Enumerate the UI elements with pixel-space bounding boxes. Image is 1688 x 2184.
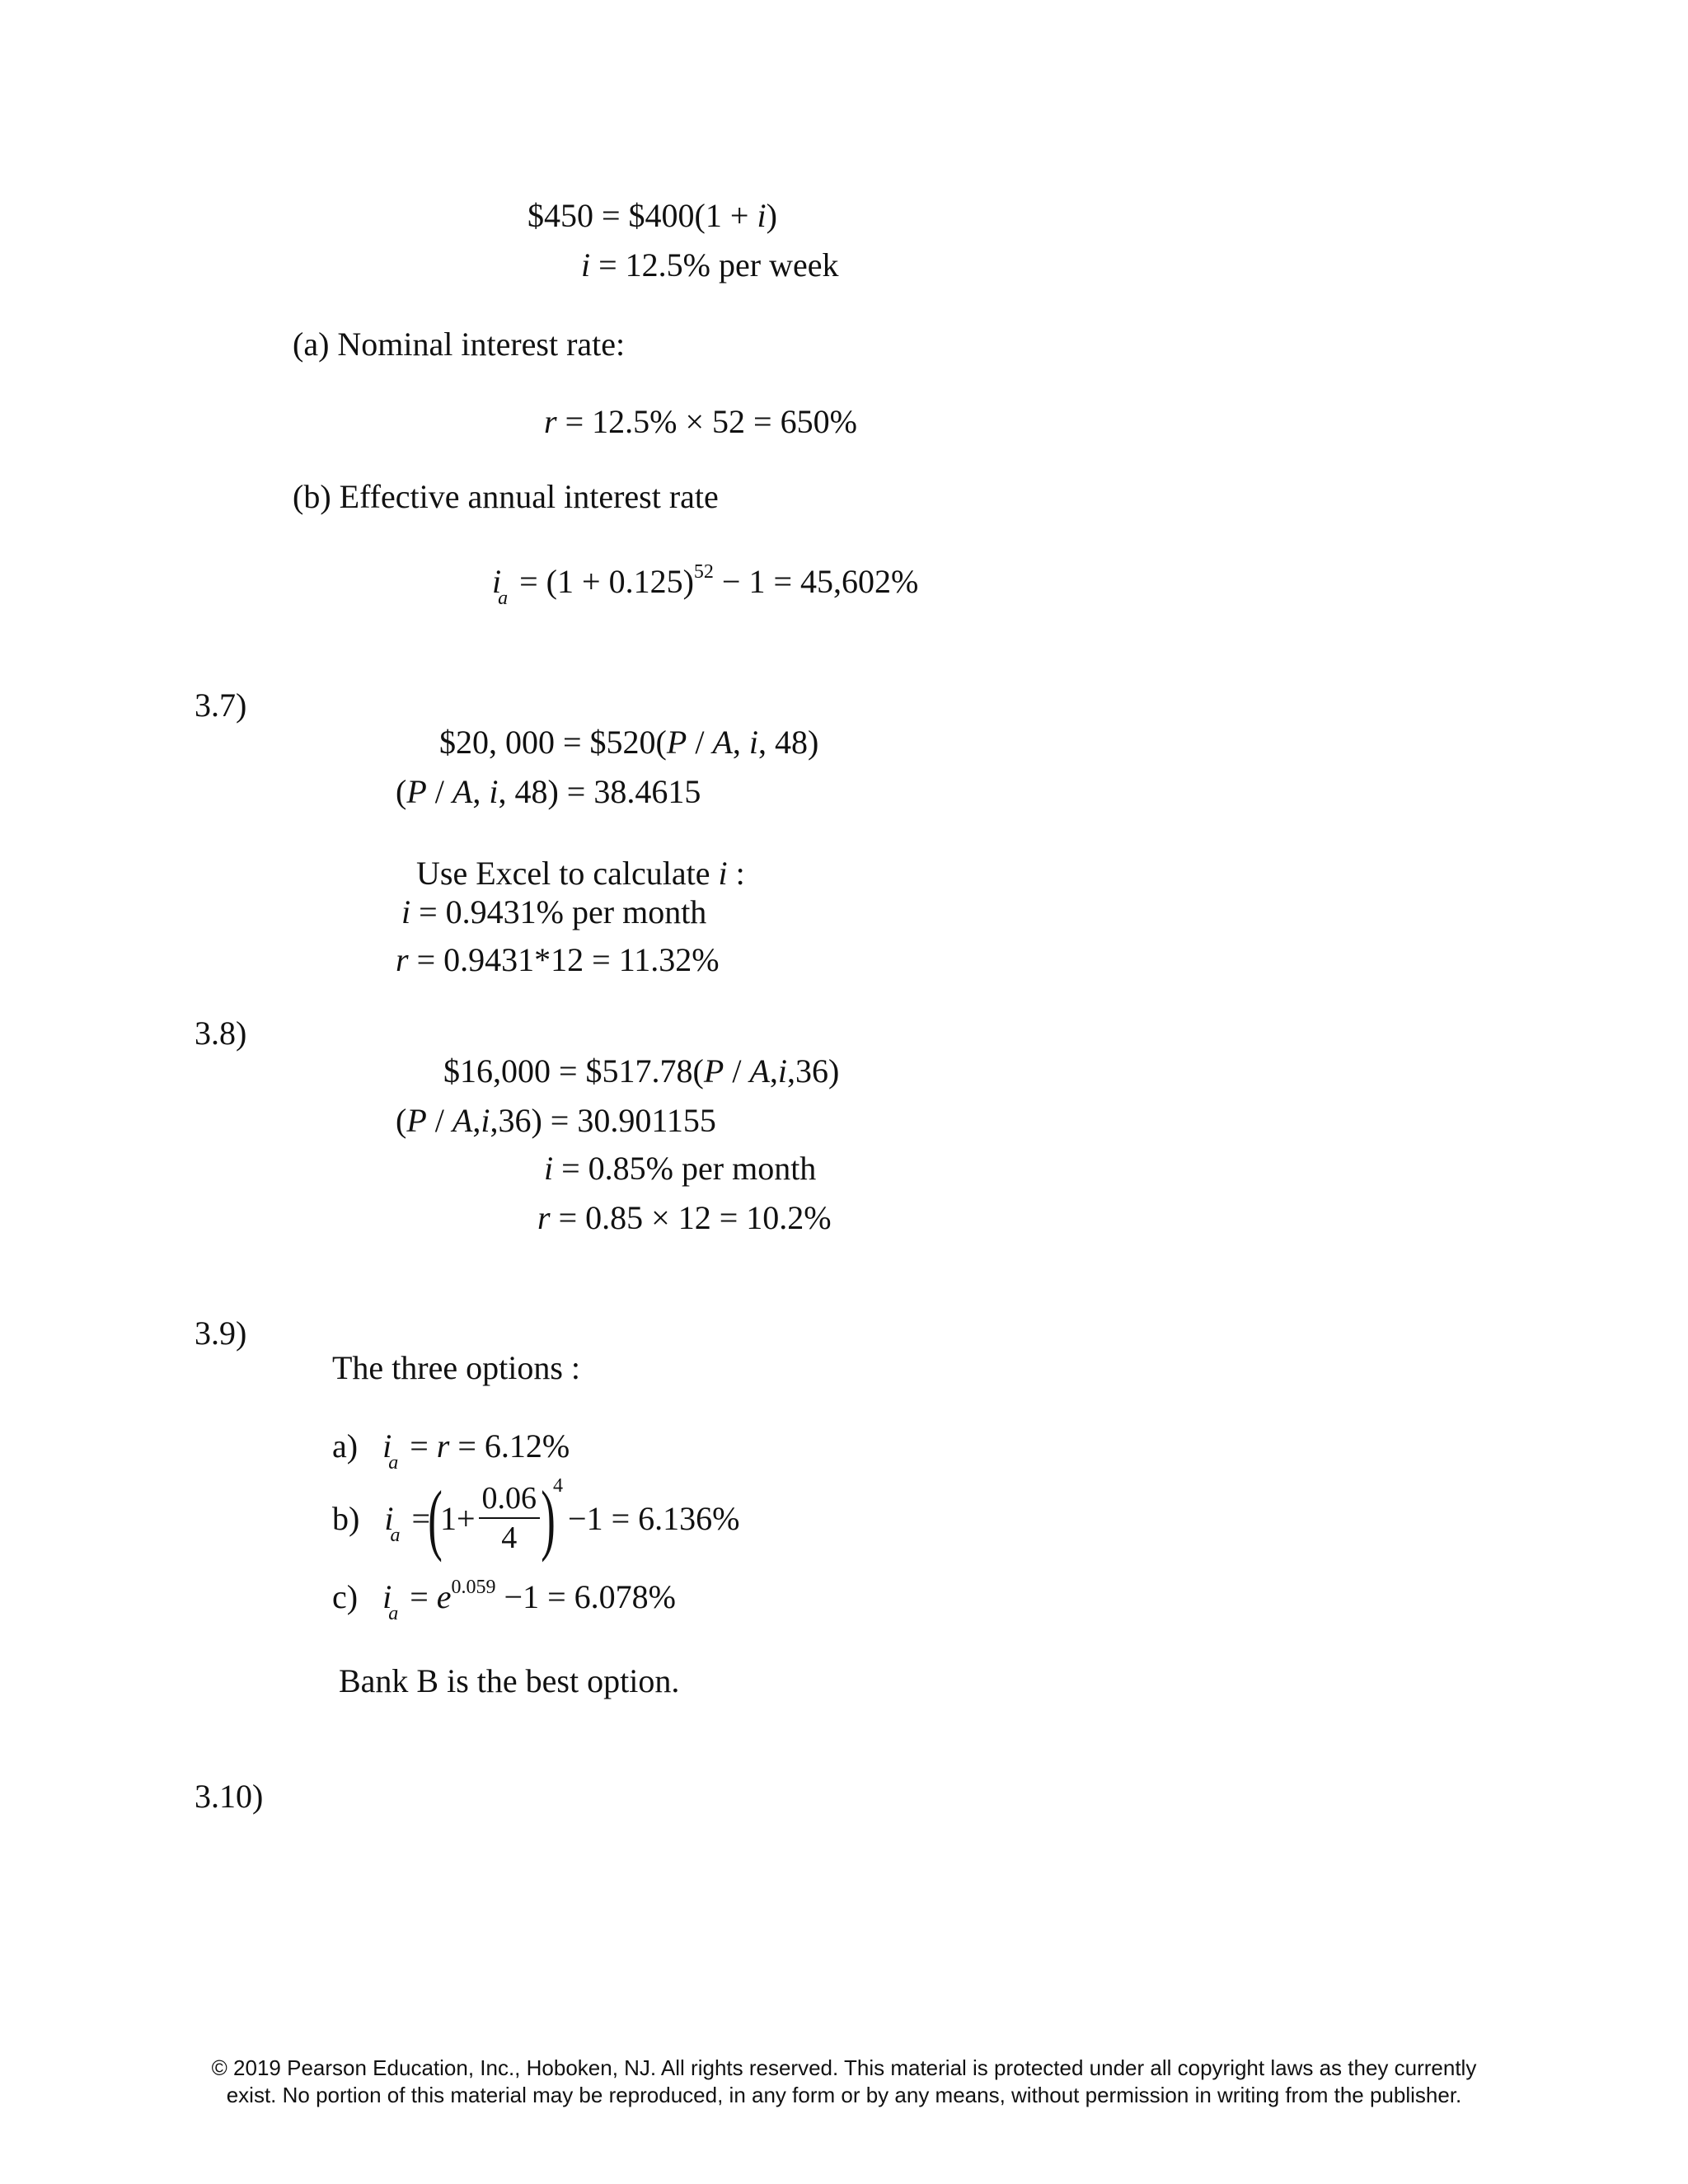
option-c: c) $i_a = e^{0.059} -1 = 6.078\%$ [332, 1577, 676, 1624]
conclusion: Bank B is the best option. [339, 1662, 680, 1699]
intro: The three options : [332, 1349, 581, 1386]
problem-number: 3.10) [195, 1778, 264, 1815]
note: Use Excel to calculate i : [416, 855, 745, 892]
part-a-label: (a) Nominal interest rate: [293, 326, 626, 363]
equation: i = 0.85% per month [544, 1150, 817, 1187]
footer-line-2: exist. No portion of this material may be reproduced, in any form or by any means, without permission in writing from the publisher. [226, 2083, 1462, 2107]
problem-number: 3.7) [195, 687, 247, 724]
equation: i = 12.5% per week [581, 246, 839, 284]
equation: r = 0.9431*12 = 11.32% [396, 941, 720, 978]
copyright-footer [0, 2055, 1688, 2109]
equation: (P / A, i, 48) = 38.4615 [396, 773, 701, 810]
problem-number: 3.9) [195, 1315, 247, 1352]
equation: (P / A,i,36) = 30.901155 [396, 1102, 716, 1139]
equation: $16,000 = $517.78(P / A,i,36) [443, 1052, 840, 1090]
equation: $i_a = (1 + 0.125)^{52} - 1 = 45,602\%$ [492, 561, 919, 609]
part-b-label: (b) Effective annual interest rate [293, 478, 719, 515]
equation: $20, 000 = $520(P / A, i, 48) [439, 724, 819, 761]
option-a: a) $i_a = r = 6.12\%$ [332, 1427, 570, 1474]
problem-number: 3.8) [195, 1015, 247, 1052]
option-b: b) $i_a =(1+$ $\frac{0.06}{4}$ )$^4$−1 = 6.136% [332, 1474, 740, 1563]
equation: $450 = $400(1 + i) [528, 197, 777, 234]
equation: r = 12.5% × 52 = 650% [544, 403, 857, 440]
equation: i = 0.9431% per month [401, 893, 707, 930]
footer-line-1: © 2019 Pearson Education, Inc., Hoboken, NJ. All rights reserved. This material is protected under all copyright laws as they currently [211, 2055, 1477, 2080]
equation: r = 0.85 × 12 = 10.2% [537, 1199, 832, 1236]
